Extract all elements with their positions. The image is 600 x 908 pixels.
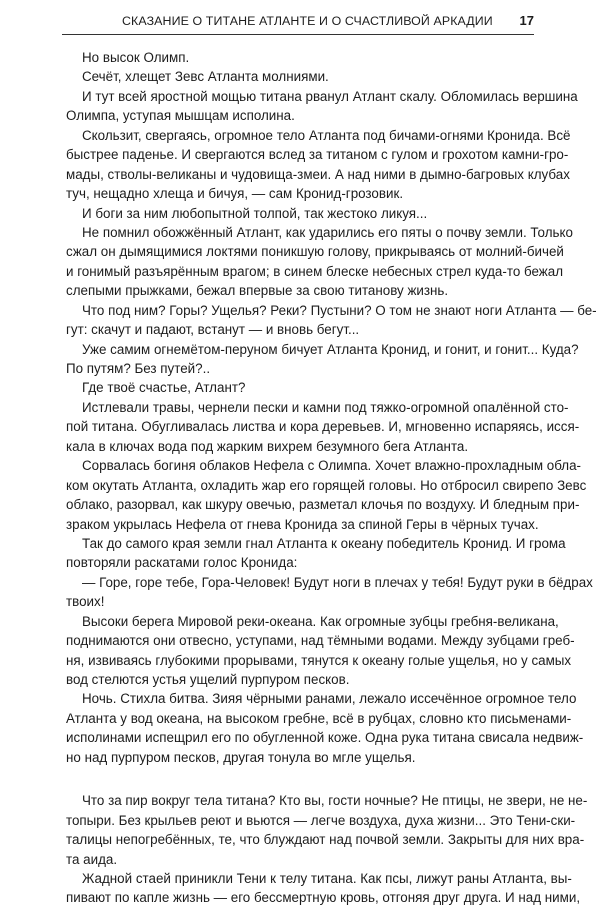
text-line: пой титана. Обугливалась листва и кора деревьев. И, мгновенно испаряясь, исся- (66, 419, 580, 435)
running-title: СКАЗАНИЕ О ТИТАНЕ АТЛАНТЕ И О СЧАСТЛИВОЙ АРКАДИИ (122, 14, 493, 28)
text-line: твоих! (66, 594, 105, 610)
text-line: Что под ним? Горы? Ущелья? Реки? Пустыни? О том не знают ноги Атланта — бе- (82, 302, 597, 318)
text-line: поднимаются они отвесно, уступами, над тёмными водами. Между зубцами греб- (66, 633, 575, 649)
text-line: Так до самого края земли гнал Атланта к океану победитель Кронид. И грома (82, 535, 566, 551)
paragraph (66, 869, 581, 908)
paragraph (66, 791, 588, 869)
text-line: — Горе, горе тебе, Гора-Человек! Будут ноги в плечах у тебя! Будут руки в бёдрах (82, 574, 593, 590)
text-line: Но высок Олимп. (82, 50, 190, 65)
text-line: пивают по капле жизнь — его бессмертную кровь, отгоняя друг друга. И над ними, (66, 890, 581, 906)
paragraph (66, 378, 530, 397)
text-line: слепыми прыжками, бежал впервые за свою титанову жизнь. (66, 283, 449, 299)
text-line: исполинами испещрил его по обугленной коже. Одна рука титана свисала недвиж- (66, 730, 584, 746)
text-line: Сорвалась богиня облаков Нефела с Олимпа. Хочет влажно-прохладным обла- (82, 458, 582, 474)
text-line: но над пурпуром песков, другая тонула во мгле ущелья. (66, 749, 416, 765)
paragraph (66, 340, 579, 379)
section-break (66, 767, 530, 791)
text-line: Скользит, свергаясь, огромное тело Атланта под бичами-огнями Кронида. Всё (82, 127, 571, 143)
paragraph (66, 534, 566, 573)
text-line: гут: скачут и падают, встанут — и вновь бегут... (66, 322, 360, 338)
text-line: Ночь. Стихла битва. Зияя чёрными ранами, лежало иссечённое огромное тело (82, 691, 577, 707)
text-line: топыри. Без крыльев реют и вьются — легче воздуха, духа жизни... Это Тени-ски- (66, 812, 576, 828)
text-line: Жадной стаей приникли Тени к телу титана. Как псы, лижут раны Атланта, вы- (82, 870, 572, 886)
text-line: Уже самим огнемётом-перуном бичует Атланта Кронид, и гонит, и гонит... Куда? (82, 341, 579, 357)
text-line: туч, нещадно хлеща и бичуя, — сам Кронид-грозовик. (66, 186, 404, 202)
page-header (62, 12, 534, 35)
paragraph (66, 573, 593, 612)
paragraph (66, 689, 584, 767)
text-line: Высоки берега Мировой реки-океана. Как огромные зубцы гребня-великана, (82, 613, 559, 629)
text-line: ком окутать Атланта, охладить жар его горящей головы. Но отбросил свирепо Зевс (66, 477, 587, 493)
text-line: вод стелются устья ущелий пурпуром песков. (66, 672, 350, 687)
paragraph (66, 204, 530, 223)
text-line: кала в ключах вода под жарким вихрем безумного бега Атланта. (66, 438, 469, 454)
paragraph (66, 301, 597, 340)
text-line: мады, стволы-великаны и чудовища-змеи. А над ними в дымно-багровых клубах (66, 166, 570, 182)
text-line: Сечёт, хлещет Зевс Атланта молниями. (82, 69, 329, 85)
text-line: та аида. (66, 851, 118, 867)
paragraph (66, 87, 578, 126)
text-line: повторяли раскатами голос Кронида: (66, 555, 298, 571)
page-number: 17 (519, 13, 534, 28)
text-line: быстрее паденье. И свергаются вслед за титаном с гулом и грохотом камни-гро- (66, 147, 569, 163)
text-line: Не помнил обожжённый Атлант, как ударились его пяты о почву земли. Только (82, 224, 573, 240)
text-line: Истлевали травы, чернели пески и камни под тяжко-огромной опалённой сто- (82, 399, 569, 415)
paragraph (66, 67, 530, 86)
text-line: Олимпа, уступая мышцам исполина. (66, 108, 295, 124)
paragraph (66, 456, 587, 534)
text-line: По путям? Без путей?.. (66, 361, 211, 376)
paragraph (66, 398, 580, 456)
paragraph (66, 126, 571, 204)
text-line: зраком укрылась Нефела от гнева Кронида за спиной Геры в чёрных тучах. (66, 516, 539, 532)
text-line: Атланта у вод океана, на высоком гребне, всё в рубцах, словно кто письменами- (66, 710, 572, 726)
paragraph (66, 48, 530, 67)
text-line: Где твоё счастье, Атлант? (82, 380, 246, 396)
text-line: и гонимый разъярённым врагом; в синем блеске небесных стрел куда-то бежал (66, 263, 564, 279)
text-line: облако, разорвал, как шкуру овечью, разметал клочья по воздуху. И бледным при- (66, 497, 580, 513)
text-line: Что за пир вокруг тела титана? Кто вы, гости ночные? Не птицы, не звери, не не- (82, 793, 588, 809)
paragraph (66, 223, 573, 301)
text-line: ня, извиваясь глубокими прорывами, тянутся к океану голые ущелья, но у самых (66, 652, 572, 668)
text-line: талицы непогребённых, те, что блуждают над почвой земли. Закрыты для них вра- (66, 832, 585, 848)
text-body (66, 48, 597, 908)
text-line: сжал он дымящимися локтями поникшую голову, прикрываясь от молний-бичей (66, 244, 564, 260)
text-line: И боги за ним любопытной толпой, так жестоко ликуя... (82, 205, 428, 221)
text-line: И тут всей яростной мощью титана рванул Атлант скалу. Обломилась вершина (82, 88, 578, 104)
paragraph (66, 612, 575, 690)
